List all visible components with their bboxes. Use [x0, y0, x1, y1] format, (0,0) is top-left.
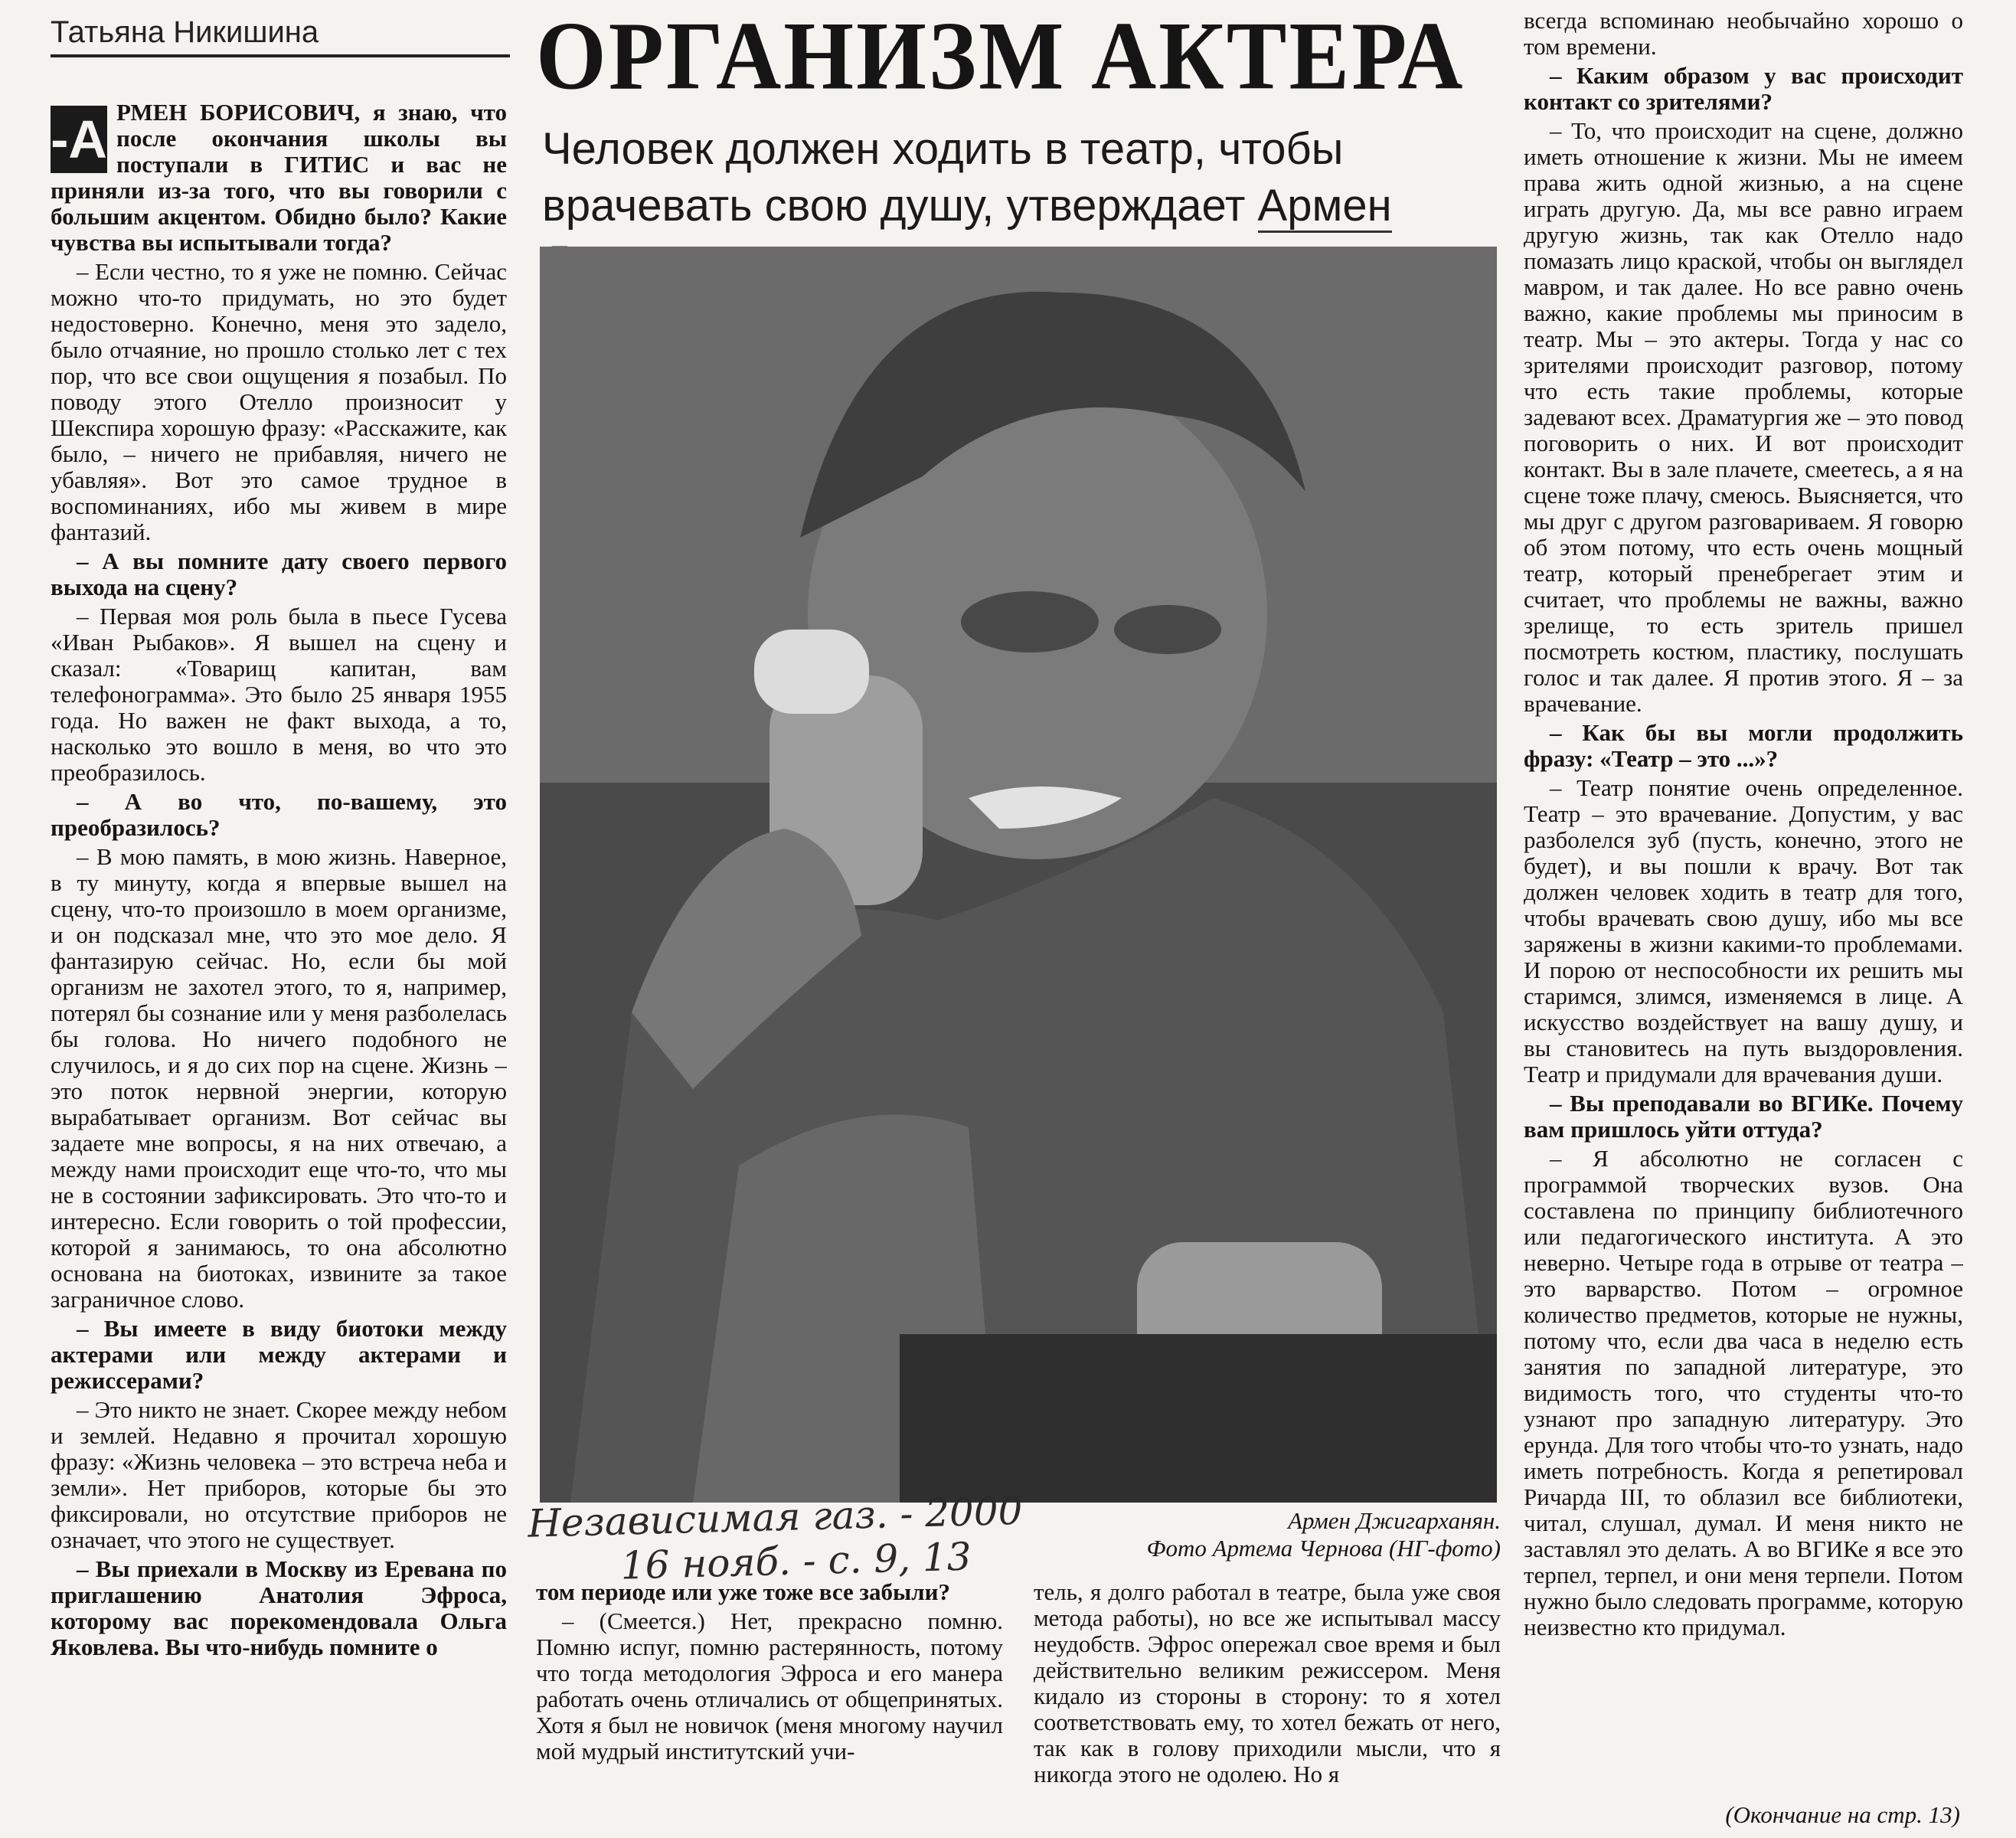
author-byline: Татьяна Никишина [51, 15, 510, 57]
answer-paragraph: – То, что происходит на сцене, должно иметь отношение к жизни. Мы не имеем права жить одной жизнью, а на сцене играть другую. Да, мы все равно играем другую жизнь, так как Отелло надо помазать лицо краской, чтобы он выглядел мавром, и так далее. Но все равно очень важно, какие проблемы мы приносим в театр. Мы – это актеры. Тогда у нас со зрителями происходит разговор, потому что есть такие проблемы, которые задевают всех. Драматургия же – это повод поговорить о них. И вот происходит контакт. Вы в зале плачете, смеетесь, а я на сцене тоже плачу, смеюсь. Выясняется, что мы друг с другом разговариваем. Я говорю об этом потому, что есть очень мощный театр, который пренебрегает этим и считает, что проблемы не важны, важно зрелище, то есть зритель пришел посмотреть костюм, пластику, послушать голос и так далее. Я против этого. Я – за врачевание. [1524, 117, 1963, 717]
answer-paragraph: тель, я долго работал в театре, была уже своя метода работы), но все же испытывал массу неудобств. Эфрос опережал свое время и был действительно великим режиссером. Меня кидало из стороны в сторону: то я хотел соответствовать ему, то хотел бежать от него, так как в голову приходили мысли, что я никогда этого не одолею. Но я [1034, 1579, 1501, 1787]
answer-paragraph: – Театр понятие очень определенное. Театр – это врачевание. Допустим, у вас разболелся зуб (пусть, конечно, этого не будет), и вы пошли к врачу. Вот так должен человек ходить в театр для того, чтобы врачевать свою душу, ибо мы все заряжены в жизни какими-то проблемами. И порою от неспособности их решить мы старимся, злимся, изменяемся в лице. А искусство воздействует на вашу душу, и вы становитесь на путь выздоровления. Театр и придумали для врачевания души. [1524, 774, 1963, 1087]
answer-paragraph: всегда вспоминаю необычайно хорошо о том времени. [1524, 8, 1963, 60]
handwriting-line: Независимая газ. - 2000 [527, 1488, 1024, 1546]
lead-question-text: РМЕН БОРИСОВИЧ, я знаю, что после окончания школы вы поступали в ГИТИС и вас не приняли из-за того, что вы говорили с большим акцентом. Обидно было? Какие чувства вы испытывали тогда? [51, 100, 507, 256]
lead-question [51, 100, 507, 256]
handwriting-line: 16 нояб. - с. 9, 13 [620, 1534, 972, 1588]
answer-paragraph: – В мою память, в мою жизнь. Наверное, в ту минуту, когда я впервые вышел на сцену, что-то произошло в моем организме, и он подсказал мне, что это мое дело. Я фантазирую сейчас. Но, если бы мой организм не захотел этого, то я, например, потерял бы сознание или у меня разболелась бы голова. Но ничего подобного не случилось, и я до сих пор на сцене. Жизнь – это поток нервной энергии, которую вырабатывает организм. Вот сейчас вы задаете мне вопросы, я на них отвечаю, а между нами происходит еще что-то, что мы не в состоянии зафиксировать. Это что-то и интересно. Если говорить о той профессии, которой я занимаюсь, то она абсолютно основана на биотоках, извините за такое заграничное слово. [51, 843, 507, 1313]
answer-paragraph: – Я абсолютно не согласен с программой творческих вузов. Она составлена по принципу библиотечного или педагогического института. А это неверно. Четыре года в отрыве от театра – это варварство. Потом – огромное количество предметов, которые не нужны, потому что, если два часа в неделю есть занятия по западной литературе, это видимость того, что студенты что-то узнают про западную литературу. Это ерунда. Для того чтобы что-то узнать, надо иметь потребность. Когда я репетировал Ричарда III, то облазил все библиотеки, читал, слушал, думал. И меня никто не заставлял это делать. А во ВГИКе я все это терпел, терпел, и они меня терпели. Потом нужно было следовать программе, которую неизвестно кто придумал. [1524, 1145, 1963, 1640]
portrait-photo [540, 247, 1497, 1503]
column-bottom-right [1034, 1579, 1501, 1832]
question-paragraph: – Вы преподавали во ВГИКе. Почему вам пришлось уйти оттуда? [1524, 1090, 1963, 1143]
portrait-illustration [540, 247, 1497, 1503]
question-paragraph: – Вы имеете в виду биотоки между актерами или между актерами и режиссерами? [51, 1315, 507, 1394]
article-title: ОРГАНИЗМ АКТЕРА [536, 2, 1465, 110]
question-paragraph: – А вы помните дату своего первого выхода на сцену? [51, 548, 507, 600]
column-right [1524, 8, 1963, 1830]
answer-paragraph: – Если честно, то я уже не помню. Сейчас можно что-то придумать, но это будет недостоверно. Конечно, меня это задело, было отчаяние, но прошло столько лет с тех пор, что все свои ощущения я позабыл. По поводу этого Отелло произносит у Шекспира хорошую фразу: «Расскажите, как было, – ничего не прибавляя, ничего не убавляя». Вот это самое трудное в воспоминаниях, ибо мы живем в мире фантазий. [51, 258, 507, 545]
answer-paragraph: – Первая моя роль была в пьесе Гусева «Иван Рыбаков». Я вышел на сцену и сказал: «Товарищ капитан, вам телефонограмма». Это было 25 января 1955 года. Но важен не факт выхода, а то, насколько это вошло в меня, во что это преобразилось. [51, 603, 507, 786]
photo-caption [995, 1507, 1501, 1562]
question-paragraph: том периоде или уже тоже все забыли? [536, 1579, 950, 1605]
column-left [51, 100, 507, 1830]
question-paragraph: – Вы приехали в Москву из Еревана по приглашению Анатолия Эфроса, которому вас порекомендовала Ольга Яковлева. Вы что-нибудь помните о [51, 1555, 507, 1660]
caption-credit: Фото Артема Чернова (НГ-фото) [1146, 1535, 1501, 1562]
subtitle-name: Армен [542, 181, 1392, 289]
question-paragraph: – А во что, по-вашему, это преобразилось? [51, 788, 507, 841]
continued-note: (Окончание на стр. 13) [1725, 1801, 1960, 1828]
caption-name: Армен Джигарханян. [1288, 1507, 1501, 1534]
column-bottom-left [536, 1579, 1003, 1832]
answer-paragraph: – (Смеется.) Нет, прекрасно помню. Помню испуг, помню растерянность, потому что тогда методология Эфроса и его манера работать очень отличались от общепринятых. Хотя я был не новичок (меня многому научил мой мудрый институтский учи- [536, 1607, 1003, 1764]
question-paragraph: – Как бы вы могли продолжить фразу: «Театр – это ...»? [1524, 719, 1963, 772]
subtitle-text: Человек должен ходить в театр, чтобы врачевать свою душу, утверждает [542, 124, 1344, 231]
question-paragraph: – Каким образом у вас происходит контакт со зрителями? [1524, 62, 1963, 115]
drop-cap: -А [51, 106, 107, 173]
answer-paragraph: – Это никто не знает. Скорее между небом и землей. Недавно я прочитал хорошую фразу: «Жизнь человека – это встреча неба и земли». Нет приборов, которые бы это фиксировали, но отсутствие приборов не означает, что этого не существует. [51, 1396, 507, 1553]
